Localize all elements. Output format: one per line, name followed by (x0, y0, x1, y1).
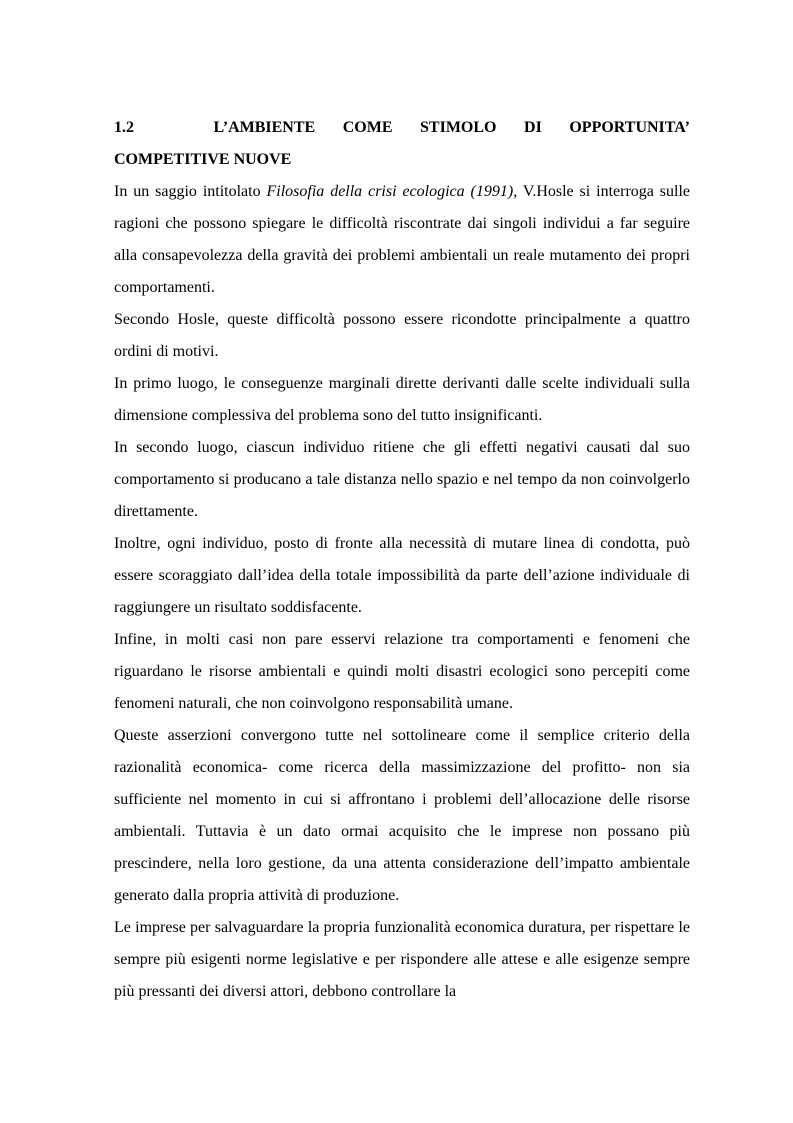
section-title-word: OPPORTUNITA’ (569, 119, 690, 136)
document-page (114, 112, 690, 1008)
paragraph-3: In primo luogo, le conseguenze marginali dirette derivanti dalle scelte individuali sulla dimensione complessiva del problema sono del tutto insignificanti. (114, 375, 690, 424)
paragraph-4: In secondo luogo, ciascun individuo ritiene che gli effetti negativi causati dal suo comportamento si producano a tale distanza nello spazio e nel tempo da non coinvolgerlo direttamente. (114, 439, 690, 520)
book-title: Filosofia della crisi ecologica (1991), (266, 183, 518, 200)
section-heading-line-1 (114, 112, 690, 144)
paragraph-8: Le imprese per salvaguardare la propria funzionalità economica duratura, per rispettare le sempre più esigenti norme legislative e per rispondere alle attese e alle esigenze sempre più pressanti dei diversi attori, debbono controllare la (114, 919, 690, 1000)
paragraph-1-end: V.Hosle si interroga sulle ragioni che possono spiegare le difficoltà riscontrate dai singoli individui a far seguire alla consapevolezza della gravità dei problemi ambientali un reale mutamento dei propri comportamenti. (114, 183, 690, 296)
section-title-word: STIMOLO (420, 119, 497, 136)
section-title-line-2: COMPETITIVE NUOVE (114, 151, 292, 168)
paragraph-1-start: In un saggio intitolato (114, 183, 267, 200)
paragraph-5: Inoltre, ogni individuo, posto di fronte alla necessità di mutare linea di condotta, può essere scoraggiato dall’idea della totale impossibilità da parte dell’azione individuale di raggiungere un risultato soddisfacente. (114, 535, 690, 616)
paragraph-7: Queste asserzioni convergono tutte nel sottolineare come il semplice criterio della razionalità economica- come ricerca della massimizzazione del profitto- non sia sufficiente nel momento in cui si affrontano i problemi dell’allocazione delle risorse ambientali. Tuttavia è un dato ormai acquisito che le imprese non possano più prescindere, nella loro gestione, da una attenta considerazione dell’impatto ambientale generato dalla propria attività di produzione. (114, 727, 690, 904)
section-number: 1.2 (114, 119, 134, 136)
section-title-word: COME (342, 119, 393, 136)
paragraph-1 (114, 176, 690, 304)
section-title-word: L’AMBIENTE (213, 119, 316, 136)
paragraph-2: Secondo Hosle, queste difficoltà possono essere ricondotte principalmente a quattro ordini di motivi. (114, 311, 690, 360)
section-title-word: DI (524, 119, 542, 136)
paragraph-6: Infine, in molti casi non pare esservi relazione tra comportamenti e fenomeni che riguardano le risorse ambientali e quindi molti disastri ecologici sono percepiti come fenomeni naturali, che non coinvolgono responsabilità umane. (114, 631, 690, 712)
section-heading (114, 112, 690, 176)
